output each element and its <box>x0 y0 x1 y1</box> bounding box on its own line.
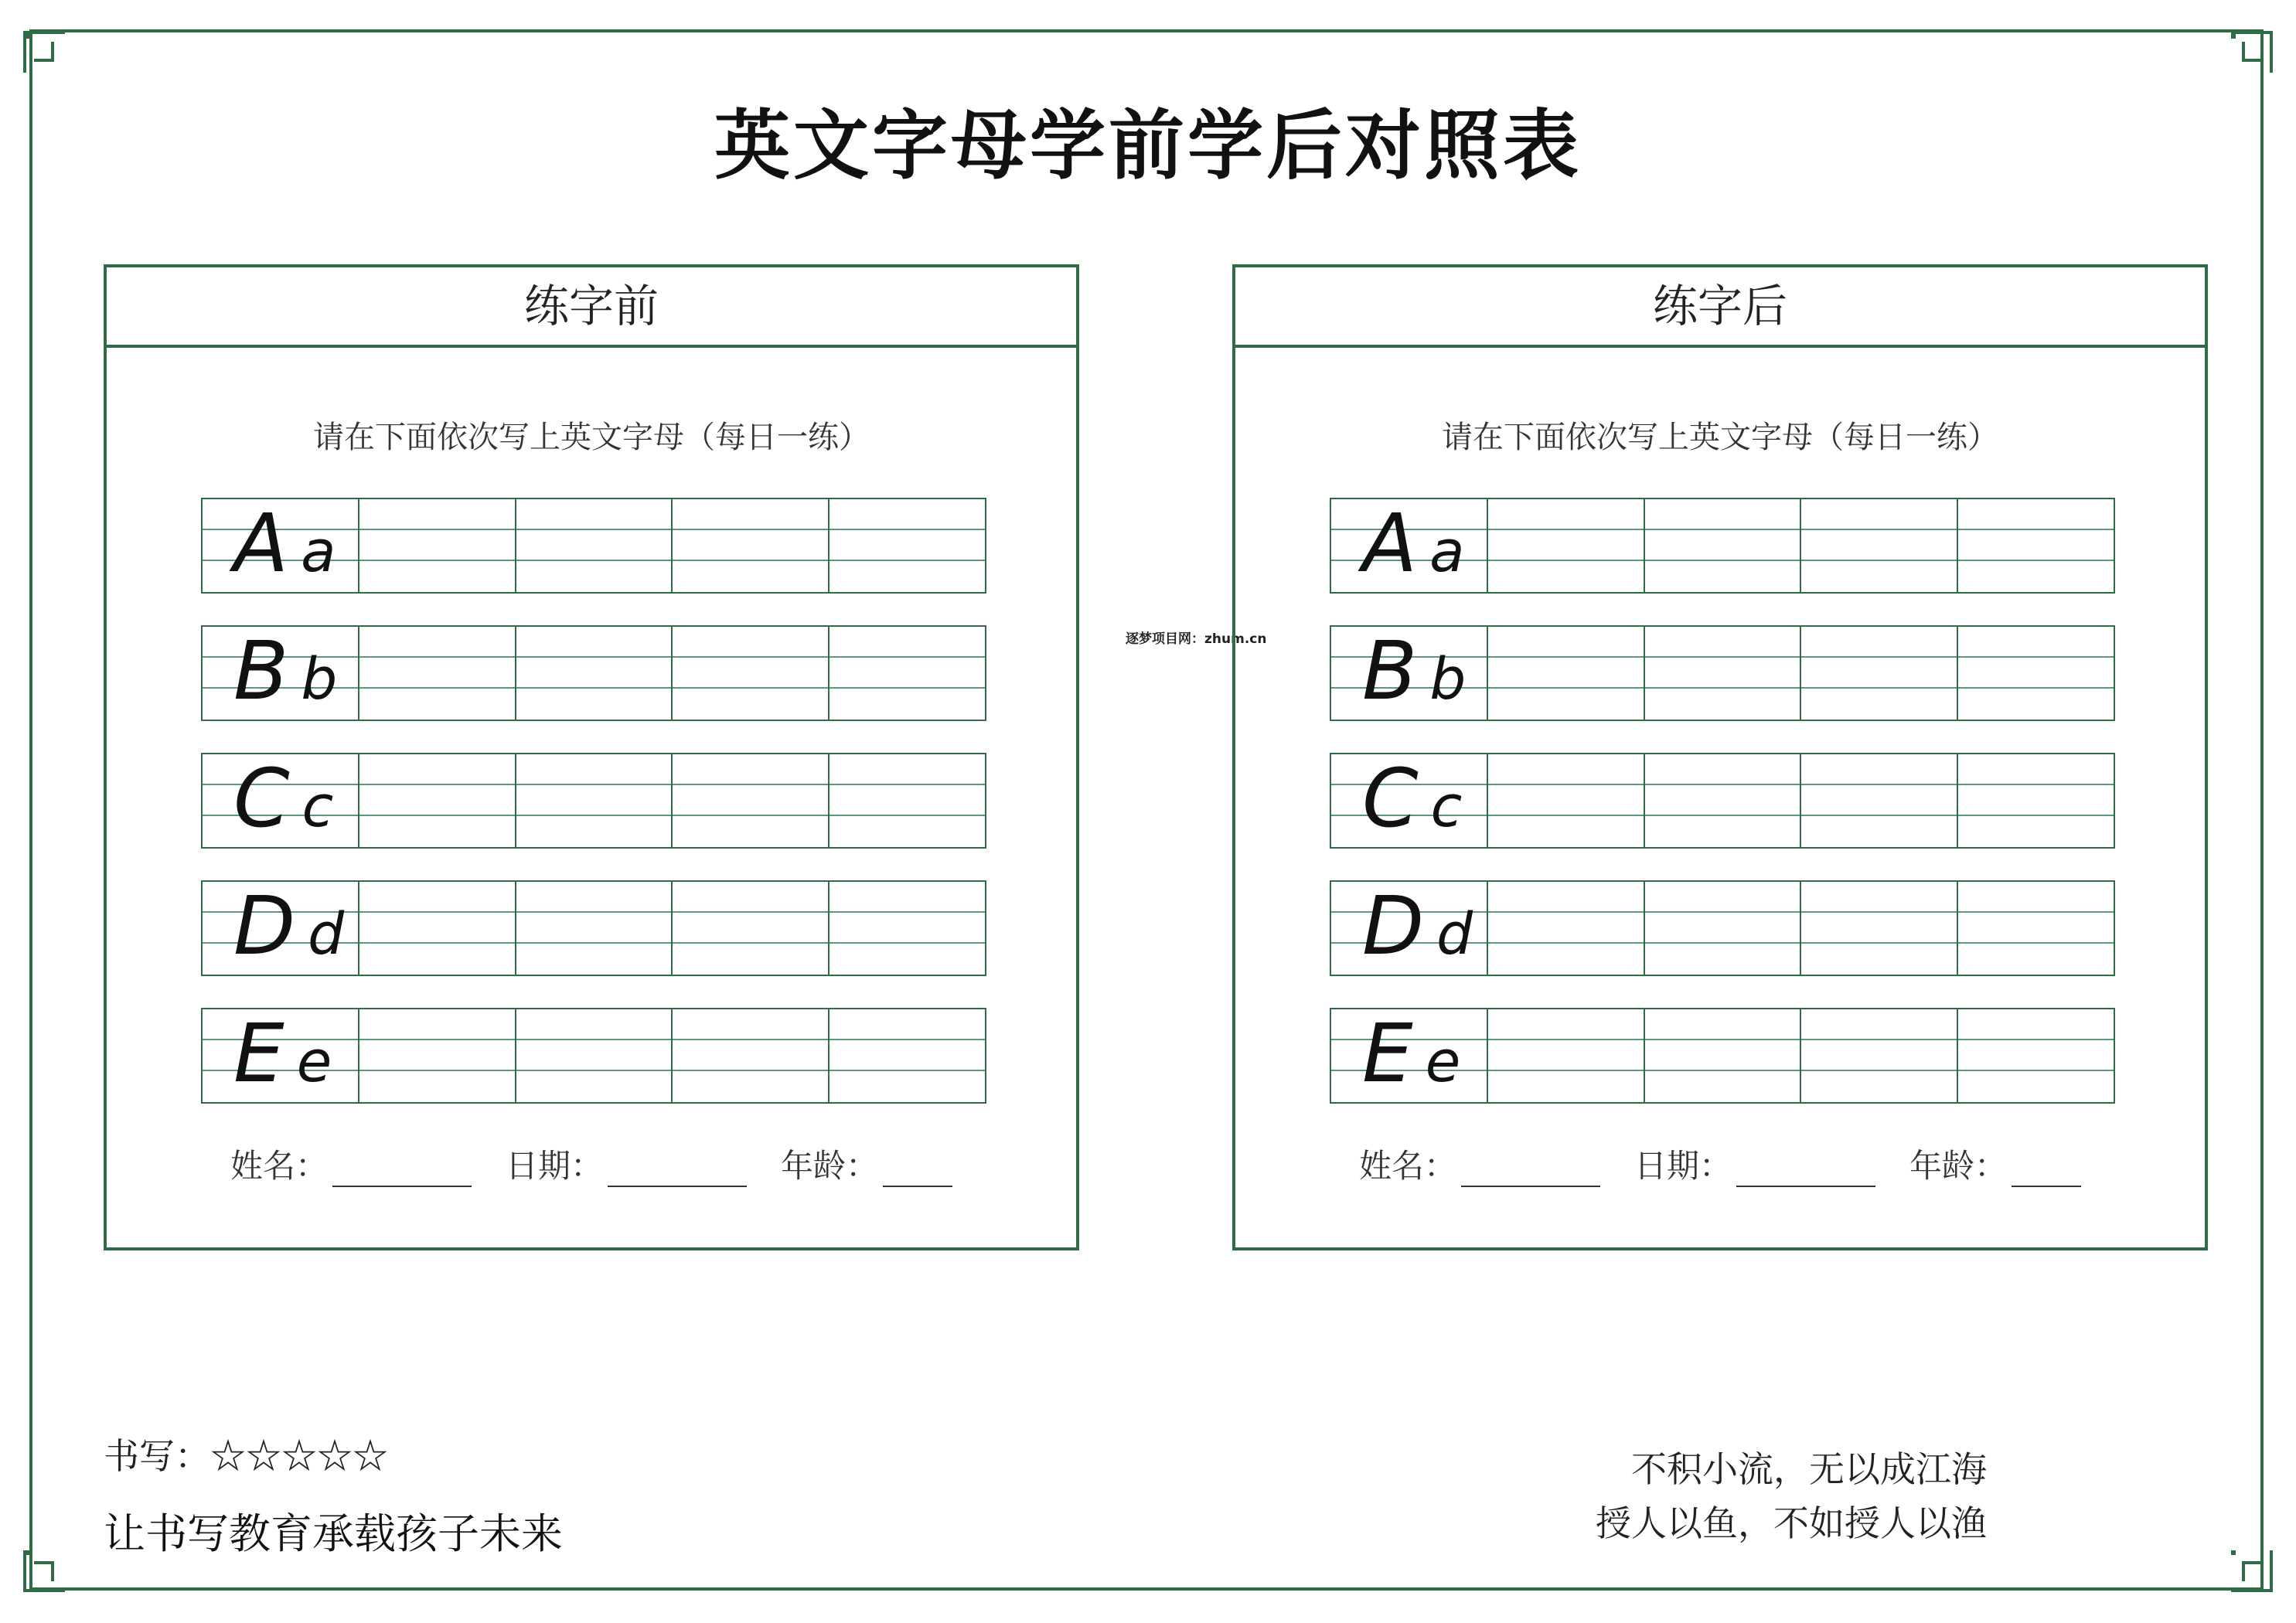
sample-letters <box>1362 624 1466 718</box>
sample-letters <box>233 624 337 718</box>
practice-cell[interactable] <box>1488 754 1645 847</box>
practice-row-b <box>1330 625 2115 721</box>
practice-cell[interactable] <box>1958 627 2114 720</box>
practice-cell[interactable] <box>1488 1009 1645 1102</box>
practice-cell[interactable] <box>516 1009 673 1102</box>
practice-cell[interactable] <box>829 627 985 720</box>
practice-cell[interactable] <box>1645 1009 1802 1102</box>
sample-cell <box>203 496 359 592</box>
instruction-text: 请在下面依次写上英文字母（每日一练） <box>313 420 870 455</box>
practice-row-c <box>201 753 986 849</box>
name-label: 姓名： <box>230 1147 329 1185</box>
practice-row-b <box>201 625 986 721</box>
sample-upper: E <box>1362 1006 1413 1101</box>
sample-lower: e <box>296 1029 332 1095</box>
info-line <box>1359 1141 2132 1187</box>
sample-upper: B <box>233 624 289 718</box>
age-field[interactable] <box>883 1155 952 1187</box>
practice-cell[interactable] <box>1801 627 1958 720</box>
practice-cell[interactable] <box>829 1009 985 1102</box>
practice-row-a <box>201 498 986 594</box>
practice-cell[interactable] <box>1958 1009 2114 1102</box>
practice-cell[interactable] <box>1645 754 1802 847</box>
practice-cell[interactable] <box>1958 754 2114 847</box>
proverbs-block <box>1596 1442 1987 1550</box>
sample-cell <box>203 879 359 975</box>
date-label: 日期： <box>506 1147 604 1185</box>
practice-row-e <box>201 1008 986 1104</box>
practice-rows <box>201 498 986 1135</box>
sample-cell <box>1331 879 1488 975</box>
sample-lower: d <box>1436 901 1473 968</box>
slogan-text: 让书写教育承载孩子未来 <box>104 1509 563 1558</box>
practice-cell[interactable] <box>1645 627 1802 720</box>
panel-after <box>1232 264 2208 1250</box>
sample-cell <box>203 624 359 720</box>
sample-letters <box>1362 1006 1460 1101</box>
practice-cell[interactable] <box>359 499 516 592</box>
date-field[interactable] <box>608 1155 747 1187</box>
practice-cell[interactable] <box>516 882 673 975</box>
practice-cell[interactable] <box>829 882 985 975</box>
panel-header: 练字后 <box>1235 267 2205 348</box>
practice-cell[interactable] <box>359 1009 516 1102</box>
sample-lower: b <box>1429 646 1467 713</box>
sample-letters <box>1362 496 1465 590</box>
sample-lower: a <box>301 519 336 585</box>
name-field[interactable] <box>332 1155 472 1187</box>
practice-cell[interactable] <box>1488 627 1645 720</box>
sample-upper: C <box>233 751 290 846</box>
sample-upper: D <box>1362 879 1425 973</box>
practice-row-e <box>1330 1008 2115 1104</box>
practice-cell[interactable] <box>1801 754 1958 847</box>
date-label: 日期： <box>1634 1147 1732 1185</box>
sample-letters <box>233 879 344 973</box>
sample-lower: e <box>1425 1029 1461 1095</box>
sample-upper: E <box>233 1006 284 1101</box>
sample-cell <box>1331 496 1488 592</box>
practice-cell[interactable] <box>516 754 673 847</box>
practice-rows <box>1330 498 2115 1135</box>
practice-cell[interactable] <box>673 499 829 592</box>
practice-cell[interactable] <box>829 754 985 847</box>
sample-lower: c <box>1430 774 1463 840</box>
instruction-text: 请在下面依次写上英文字母（每日一练） <box>1442 420 1998 455</box>
corner-ornament-bottom-right <box>2231 1550 2273 1592</box>
info-line <box>230 1141 1003 1187</box>
sample-cell <box>1331 624 1488 720</box>
proverb-line: 不积小流，无以成江海 <box>1631 1448 1987 1490</box>
sample-letters <box>233 496 336 590</box>
practice-cell[interactable] <box>1801 499 1958 592</box>
practice-cell[interactable] <box>1488 499 1645 592</box>
sample-letters <box>1362 751 1462 846</box>
practice-cell[interactable] <box>673 754 829 847</box>
sample-upper: A <box>233 496 289 590</box>
corner-ornament-bottom-left <box>23 1550 65 1592</box>
practice-cell[interactable] <box>1645 499 1802 592</box>
corner-ornament-top-right <box>2231 31 2273 73</box>
practice-cell[interactable] <box>359 754 516 847</box>
practice-cell[interactable] <box>1645 882 1802 975</box>
sample-letters <box>1362 879 1473 973</box>
age-field[interactable] <box>2012 1155 2081 1187</box>
sample-lower: c <box>301 774 334 840</box>
practice-cell[interactable] <box>359 882 516 975</box>
name-field[interactable] <box>1461 1155 1600 1187</box>
proverb-line: 授人以鱼，不如授人以渔 <box>1596 1502 1987 1544</box>
practice-row-d <box>201 880 986 976</box>
date-field[interactable] <box>1736 1155 1875 1187</box>
watermark-text: 逐梦项目网：zhum.cn <box>1126 631 1267 647</box>
practice-cell[interactable] <box>359 627 516 720</box>
practice-cell[interactable] <box>516 627 673 720</box>
panel-before <box>104 264 1079 1250</box>
sample-upper: C <box>1362 751 1419 846</box>
sample-cell <box>1331 751 1488 847</box>
panel-header: 练字前 <box>107 267 1076 348</box>
sample-lower: d <box>308 901 345 968</box>
practice-row-a <box>1330 498 2115 594</box>
sample-cell <box>203 751 359 847</box>
practice-cell[interactable] <box>673 627 829 720</box>
corner-ornament-top-left <box>23 31 65 73</box>
practice-cell[interactable] <box>516 499 673 592</box>
practice-cell[interactable] <box>1958 499 2114 592</box>
name-label: 姓名： <box>1359 1147 1457 1185</box>
practice-cell[interactable] <box>1958 882 2114 975</box>
sample-letters <box>233 751 333 846</box>
sample-cell <box>1331 1006 1488 1102</box>
sample-upper: B <box>1362 624 1418 718</box>
writing-rating: 书写：☆☆☆☆☆ <box>104 1435 388 1477</box>
practice-cell[interactable] <box>673 882 829 975</box>
practice-row-d <box>1330 880 2115 976</box>
practice-cell[interactable] <box>1801 882 1958 975</box>
sample-letters <box>233 1006 332 1101</box>
page-title: 英文字母学前学后对照表 <box>714 102 1582 190</box>
sample-cell <box>203 1006 359 1102</box>
practice-cell[interactable] <box>1801 1009 1958 1102</box>
sample-upper: A <box>1362 496 1418 590</box>
practice-cell[interactable] <box>829 499 985 592</box>
sample-lower: a <box>1429 519 1465 585</box>
age-label: 年龄： <box>1909 1147 2008 1185</box>
practice-row-c <box>1330 753 2115 849</box>
practice-cell[interactable] <box>673 1009 829 1102</box>
age-label: 年龄： <box>781 1147 879 1185</box>
sample-upper: D <box>233 879 296 973</box>
practice-cell[interactable] <box>1488 882 1645 975</box>
sample-lower: b <box>301 646 338 713</box>
